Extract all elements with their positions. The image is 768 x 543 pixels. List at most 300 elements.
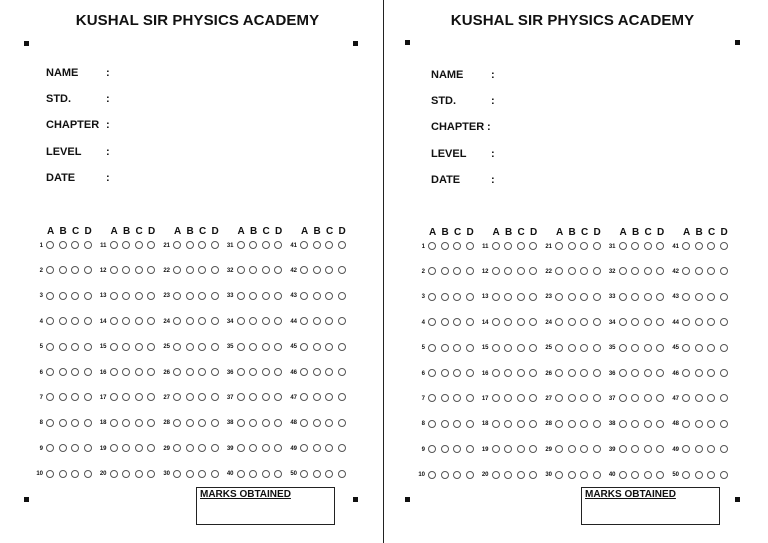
answer-bubble-q31-a[interactable]: [237, 241, 245, 249]
answer-bubble-q42-b[interactable]: [695, 267, 703, 275]
answer-bubble-q7-a[interactable]: [428, 394, 436, 402]
answer-bubble-q25-d[interactable]: [593, 344, 601, 352]
answer-bubble-q6-d[interactable]: [84, 368, 92, 376]
answer-bubble-q21-b[interactable]: [568, 242, 576, 250]
answer-bubble-q25-d[interactable]: [211, 343, 219, 351]
answer-bubble-q15-d[interactable]: [529, 344, 537, 352]
answer-bubble-q7-b[interactable]: [59, 393, 67, 401]
answer-bubble-q20-a[interactable]: [110, 470, 118, 478]
answer-bubble-q9-d[interactable]: [84, 444, 92, 452]
answer-bubble-q26-d[interactable]: [593, 369, 601, 377]
answer-bubble-q25-a[interactable]: [173, 343, 181, 351]
answer-bubble-q25-c[interactable]: [198, 343, 206, 351]
answer-bubble-q37-a[interactable]: [619, 394, 627, 402]
answer-bubble-q3-c[interactable]: [71, 292, 79, 300]
answer-bubble-q4-b[interactable]: [59, 317, 67, 325]
answer-bubble-q40-b[interactable]: [631, 471, 639, 479]
answer-bubble-q19-d[interactable]: [147, 444, 155, 452]
answer-bubble-q10-b[interactable]: [441, 471, 449, 479]
answer-bubble-q8-b[interactable]: [59, 419, 67, 427]
answer-bubble-q22-c[interactable]: [198, 266, 206, 274]
answer-bubble-q17-c[interactable]: [517, 394, 525, 402]
answer-bubble-q29-d[interactable]: [593, 445, 601, 453]
answer-bubble-q11-b[interactable]: [122, 241, 130, 249]
answer-bubble-q20-a[interactable]: [492, 471, 500, 479]
answer-bubble-q19-c[interactable]: [135, 444, 143, 452]
answer-bubble-q9-a[interactable]: [428, 445, 436, 453]
answer-bubble-q1-a[interactable]: [428, 242, 436, 250]
answer-bubble-q37-c[interactable]: [262, 393, 270, 401]
answer-bubble-q42-d[interactable]: [338, 266, 346, 274]
answer-bubble-q41-d[interactable]: [720, 242, 728, 250]
answer-bubble-q46-d[interactable]: [720, 369, 728, 377]
answer-bubble-q19-b[interactable]: [504, 445, 512, 453]
answer-bubble-q39-c[interactable]: [644, 445, 652, 453]
answer-bubble-q22-a[interactable]: [173, 266, 181, 274]
answer-bubble-q42-a[interactable]: [682, 267, 690, 275]
answer-bubble-q34-b[interactable]: [249, 317, 257, 325]
answer-bubble-q37-d[interactable]: [274, 393, 282, 401]
answer-bubble-q31-b[interactable]: [631, 242, 639, 250]
answer-bubble-q4-d[interactable]: [466, 318, 474, 326]
answer-bubble-q39-a[interactable]: [237, 444, 245, 452]
answer-bubble-q23-d[interactable]: [211, 292, 219, 300]
answer-bubble-q2-c[interactable]: [453, 267, 461, 275]
answer-bubble-q43-c[interactable]: [325, 292, 333, 300]
answer-bubble-q11-d[interactable]: [147, 241, 155, 249]
answer-bubble-q6-a[interactable]: [428, 369, 436, 377]
answer-bubble-q43-c[interactable]: [707, 293, 715, 301]
answer-bubble-q41-c[interactable]: [707, 242, 715, 250]
answer-bubble-q28-d[interactable]: [211, 419, 219, 427]
answer-bubble-q30-c[interactable]: [198, 470, 206, 478]
answer-bubble-q43-d[interactable]: [720, 293, 728, 301]
answer-bubble-q29-b[interactable]: [568, 445, 576, 453]
answer-bubble-q3-c[interactable]: [453, 293, 461, 301]
answer-bubble-q40-a[interactable]: [237, 470, 245, 478]
answer-bubble-q33-a[interactable]: [619, 293, 627, 301]
answer-bubble-q34-b[interactable]: [631, 318, 639, 326]
answer-bubble-q33-b[interactable]: [249, 292, 257, 300]
answer-bubble-q45-b[interactable]: [313, 343, 321, 351]
answer-bubble-q11-c[interactable]: [135, 241, 143, 249]
answer-bubble-q49-d[interactable]: [720, 445, 728, 453]
answer-bubble-q46-c[interactable]: [707, 369, 715, 377]
answer-bubble-q49-a[interactable]: [300, 444, 308, 452]
answer-bubble-q42-d[interactable]: [720, 267, 728, 275]
answer-bubble-q47-a[interactable]: [682, 394, 690, 402]
answer-bubble-q48-d[interactable]: [338, 419, 346, 427]
answer-bubble-q12-c[interactable]: [517, 267, 525, 275]
answer-bubble-q24-a[interactable]: [173, 317, 181, 325]
answer-bubble-q1-c[interactable]: [71, 241, 79, 249]
answer-bubble-q2-d[interactable]: [84, 266, 92, 274]
answer-bubble-q41-a[interactable]: [682, 242, 690, 250]
answer-bubble-q29-a[interactable]: [555, 445, 563, 453]
answer-bubble-q44-a[interactable]: [300, 317, 308, 325]
answer-bubble-q8-c[interactable]: [71, 419, 79, 427]
answer-bubble-q38-d[interactable]: [274, 419, 282, 427]
answer-bubble-q23-d[interactable]: [593, 293, 601, 301]
answer-bubble-q4-a[interactable]: [428, 318, 436, 326]
answer-bubble-q44-d[interactable]: [338, 317, 346, 325]
answer-bubble-q15-b[interactable]: [504, 344, 512, 352]
answer-bubble-q23-b[interactable]: [186, 292, 194, 300]
answer-bubble-q14-b[interactable]: [122, 317, 130, 325]
answer-bubble-q39-d[interactable]: [656, 445, 664, 453]
answer-bubble-q3-d[interactable]: [84, 292, 92, 300]
answer-bubble-q5-a[interactable]: [46, 343, 54, 351]
answer-bubble-q24-c[interactable]: [580, 318, 588, 326]
answer-bubble-q43-b[interactable]: [313, 292, 321, 300]
answer-bubble-q49-b[interactable]: [313, 444, 321, 452]
answer-bubble-q1-d[interactable]: [466, 242, 474, 250]
answer-bubble-q39-b[interactable]: [631, 445, 639, 453]
answer-bubble-q27-a[interactable]: [555, 394, 563, 402]
answer-bubble-q12-b[interactable]: [504, 267, 512, 275]
answer-bubble-q9-b[interactable]: [441, 445, 449, 453]
answer-bubble-q20-b[interactable]: [122, 470, 130, 478]
answer-bubble-q19-c[interactable]: [517, 445, 525, 453]
answer-bubble-q2-c[interactable]: [71, 266, 79, 274]
answer-bubble-q12-d[interactable]: [529, 267, 537, 275]
answer-bubble-q8-d[interactable]: [466, 420, 474, 428]
answer-bubble-q33-d[interactable]: [274, 292, 282, 300]
answer-bubble-q39-a[interactable]: [619, 445, 627, 453]
answer-bubble-q31-d[interactable]: [656, 242, 664, 250]
answer-bubble-q7-d[interactable]: [84, 393, 92, 401]
answer-bubble-q32-b[interactable]: [631, 267, 639, 275]
answer-bubble-q12-c[interactable]: [135, 266, 143, 274]
answer-bubble-q5-d[interactable]: [84, 343, 92, 351]
answer-bubble-q8-c[interactable]: [453, 420, 461, 428]
answer-bubble-q45-b[interactable]: [695, 344, 703, 352]
answer-bubble-q14-c[interactable]: [135, 317, 143, 325]
answer-bubble-q25-b[interactable]: [186, 343, 194, 351]
answer-bubble-q41-b[interactable]: [695, 242, 703, 250]
answer-bubble-q32-b[interactable]: [249, 266, 257, 274]
answer-bubble-q27-c[interactable]: [198, 393, 206, 401]
answer-bubble-q2-b[interactable]: [59, 266, 67, 274]
answer-bubble-q40-b[interactable]: [249, 470, 257, 478]
answer-bubble-q7-c[interactable]: [453, 394, 461, 402]
answer-bubble-q13-b[interactable]: [504, 293, 512, 301]
answer-bubble-q26-a[interactable]: [173, 368, 181, 376]
answer-bubble-q50-d[interactable]: [338, 470, 346, 478]
answer-bubble-q22-b[interactable]: [186, 266, 194, 274]
answer-bubble-q43-a[interactable]: [300, 292, 308, 300]
answer-bubble-q29-b[interactable]: [186, 444, 194, 452]
answer-bubble-q22-d[interactable]: [211, 266, 219, 274]
answer-bubble-q18-c[interactable]: [135, 419, 143, 427]
answer-bubble-q21-a[interactable]: [555, 242, 563, 250]
answer-bubble-q33-a[interactable]: [237, 292, 245, 300]
answer-bubble-q9-d[interactable]: [466, 445, 474, 453]
answer-bubble-q10-c[interactable]: [453, 471, 461, 479]
answer-bubble-q34-a[interactable]: [237, 317, 245, 325]
answer-bubble-q1-d[interactable]: [84, 241, 92, 249]
answer-bubble-q32-a[interactable]: [619, 267, 627, 275]
answer-bubble-q7-b[interactable]: [441, 394, 449, 402]
answer-bubble-q49-c[interactable]: [325, 444, 333, 452]
answer-bubble-q36-c[interactable]: [262, 368, 270, 376]
answer-bubble-q26-a[interactable]: [555, 369, 563, 377]
answer-bubble-q38-b[interactable]: [631, 420, 639, 428]
answer-bubble-q14-d[interactable]: [529, 318, 537, 326]
answer-bubble-q37-b[interactable]: [249, 393, 257, 401]
answer-bubble-q5-b[interactable]: [59, 343, 67, 351]
answer-bubble-q45-c[interactable]: [325, 343, 333, 351]
answer-bubble-q7-c[interactable]: [71, 393, 79, 401]
answer-bubble-q17-b[interactable]: [504, 394, 512, 402]
answer-bubble-q15-a[interactable]: [492, 344, 500, 352]
answer-bubble-q28-b[interactable]: [568, 420, 576, 428]
answer-bubble-q16-a[interactable]: [492, 369, 500, 377]
answer-bubble-q16-a[interactable]: [110, 368, 118, 376]
answer-bubble-q49-c[interactable]: [707, 445, 715, 453]
answer-bubble-q27-b[interactable]: [186, 393, 194, 401]
answer-bubble-q3-a[interactable]: [46, 292, 54, 300]
answer-bubble-q11-a[interactable]: [492, 242, 500, 250]
answer-bubble-q47-d[interactable]: [720, 394, 728, 402]
answer-bubble-q10-a[interactable]: [46, 470, 54, 478]
answer-bubble-q43-d[interactable]: [338, 292, 346, 300]
answer-bubble-q44-b[interactable]: [695, 318, 703, 326]
answer-bubble-q43-b[interactable]: [695, 293, 703, 301]
answer-bubble-q45-c[interactable]: [707, 344, 715, 352]
answer-bubble-q12-b[interactable]: [122, 266, 130, 274]
answer-bubble-q7-a[interactable]: [46, 393, 54, 401]
answer-bubble-q1-a[interactable]: [46, 241, 54, 249]
answer-bubble-q24-b[interactable]: [186, 317, 194, 325]
answer-bubble-q10-b[interactable]: [59, 470, 67, 478]
answer-bubble-q24-d[interactable]: [593, 318, 601, 326]
answer-bubble-q35-b[interactable]: [249, 343, 257, 351]
answer-bubble-q22-a[interactable]: [555, 267, 563, 275]
answer-bubble-q11-d[interactable]: [529, 242, 537, 250]
answer-bubble-q48-c[interactable]: [707, 420, 715, 428]
answer-bubble-q32-a[interactable]: [237, 266, 245, 274]
answer-bubble-q28-a[interactable]: [173, 419, 181, 427]
answer-bubble-q29-d[interactable]: [211, 444, 219, 452]
answer-bubble-q1-b[interactable]: [441, 242, 449, 250]
answer-bubble-q26-c[interactable]: [580, 369, 588, 377]
answer-bubble-q45-a[interactable]: [682, 344, 690, 352]
answer-bubble-q32-c[interactable]: [644, 267, 652, 275]
answer-bubble-q39-d[interactable]: [274, 444, 282, 452]
answer-bubble-q2-d[interactable]: [466, 267, 474, 275]
answer-bubble-q14-a[interactable]: [110, 317, 118, 325]
answer-bubble-q40-c[interactable]: [262, 470, 270, 478]
answer-bubble-q47-c[interactable]: [325, 393, 333, 401]
answer-bubble-q21-c[interactable]: [580, 242, 588, 250]
answer-bubble-q28-d[interactable]: [593, 420, 601, 428]
answer-bubble-q20-c[interactable]: [135, 470, 143, 478]
answer-bubble-q27-d[interactable]: [593, 394, 601, 402]
answer-bubble-q10-a[interactable]: [428, 471, 436, 479]
answer-bubble-q2-b[interactable]: [441, 267, 449, 275]
answer-bubble-q6-b[interactable]: [441, 369, 449, 377]
answer-bubble-q21-d[interactable]: [593, 242, 601, 250]
answer-bubble-q20-d[interactable]: [529, 471, 537, 479]
answer-bubble-q21-a[interactable]: [173, 241, 181, 249]
answer-bubble-q18-a[interactable]: [492, 420, 500, 428]
answer-bubble-q19-d[interactable]: [529, 445, 537, 453]
answer-bubble-q31-b[interactable]: [249, 241, 257, 249]
answer-bubble-q37-c[interactable]: [644, 394, 652, 402]
answer-bubble-q16-d[interactable]: [147, 368, 155, 376]
answer-bubble-q6-c[interactable]: [71, 368, 79, 376]
answer-bubble-q49-a[interactable]: [682, 445, 690, 453]
answer-bubble-q33-b[interactable]: [631, 293, 639, 301]
answer-bubble-q22-c[interactable]: [580, 267, 588, 275]
answer-bubble-q13-d[interactable]: [529, 293, 537, 301]
answer-bubble-q47-a[interactable]: [300, 393, 308, 401]
answer-bubble-q22-b[interactable]: [568, 267, 576, 275]
answer-bubble-q20-c[interactable]: [517, 471, 525, 479]
answer-bubble-q42-c[interactable]: [325, 266, 333, 274]
answer-bubble-q46-b[interactable]: [695, 369, 703, 377]
answer-bubble-q15-a[interactable]: [110, 343, 118, 351]
answer-bubble-q46-a[interactable]: [682, 369, 690, 377]
answer-bubble-q36-a[interactable]: [237, 368, 245, 376]
answer-bubble-q17-a[interactable]: [110, 393, 118, 401]
answer-bubble-q14-a[interactable]: [492, 318, 500, 326]
answer-bubble-q30-d[interactable]: [211, 470, 219, 478]
answer-bubble-q9-c[interactable]: [71, 444, 79, 452]
answer-bubble-q25-b[interactable]: [568, 344, 576, 352]
answer-bubble-q8-a[interactable]: [428, 420, 436, 428]
answer-bubble-q26-b[interactable]: [186, 368, 194, 376]
answer-bubble-q27-b[interactable]: [568, 394, 576, 402]
answer-bubble-q8-a[interactable]: [46, 419, 54, 427]
answer-bubble-q8-b[interactable]: [441, 420, 449, 428]
answer-bubble-q33-d[interactable]: [656, 293, 664, 301]
answer-bubble-q24-c[interactable]: [198, 317, 206, 325]
answer-bubble-q29-c[interactable]: [198, 444, 206, 452]
answer-bubble-q20-b[interactable]: [504, 471, 512, 479]
answer-bubble-q5-a[interactable]: [428, 344, 436, 352]
answer-bubble-q18-d[interactable]: [147, 419, 155, 427]
answer-bubble-q40-d[interactable]: [656, 471, 664, 479]
answer-bubble-q41-a[interactable]: [300, 241, 308, 249]
answer-bubble-q40-d[interactable]: [274, 470, 282, 478]
answer-bubble-q18-d[interactable]: [529, 420, 537, 428]
answer-bubble-q21-c[interactable]: [198, 241, 206, 249]
answer-bubble-q49-b[interactable]: [695, 445, 703, 453]
answer-bubble-q45-d[interactable]: [338, 343, 346, 351]
answer-bubble-q48-b[interactable]: [695, 420, 703, 428]
answer-bubble-q35-c[interactable]: [262, 343, 270, 351]
answer-bubble-q12-a[interactable]: [492, 267, 500, 275]
answer-bubble-q48-c[interactable]: [325, 419, 333, 427]
answer-bubble-q34-d[interactable]: [656, 318, 664, 326]
answer-bubble-q33-c[interactable]: [262, 292, 270, 300]
answer-bubble-q18-a[interactable]: [110, 419, 118, 427]
answer-bubble-q48-a[interactable]: [300, 419, 308, 427]
answer-bubble-q48-a[interactable]: [682, 420, 690, 428]
answer-bubble-q30-d[interactable]: [593, 471, 601, 479]
answer-bubble-q44-c[interactable]: [707, 318, 715, 326]
answer-bubble-q40-c[interactable]: [644, 471, 652, 479]
answer-bubble-q26-d[interactable]: [211, 368, 219, 376]
answer-bubble-q16-c[interactable]: [517, 369, 525, 377]
answer-bubble-q50-c[interactable]: [707, 471, 715, 479]
answer-bubble-q24-a[interactable]: [555, 318, 563, 326]
answer-bubble-q42-b[interactable]: [313, 266, 321, 274]
answer-bubble-q2-a[interactable]: [428, 267, 436, 275]
answer-bubble-q37-d[interactable]: [656, 394, 664, 402]
answer-bubble-q30-c[interactable]: [580, 471, 588, 479]
answer-bubble-q9-b[interactable]: [59, 444, 67, 452]
answer-bubble-q5-b[interactable]: [441, 344, 449, 352]
answer-bubble-q36-b[interactable]: [631, 369, 639, 377]
answer-bubble-q35-a[interactable]: [619, 344, 627, 352]
answer-bubble-q13-a[interactable]: [492, 293, 500, 301]
answer-bubble-q44-c[interactable]: [325, 317, 333, 325]
answer-bubble-q4-c[interactable]: [71, 317, 79, 325]
answer-bubble-q47-c[interactable]: [707, 394, 715, 402]
answer-bubble-q17-d[interactable]: [529, 394, 537, 402]
answer-bubble-q26-b[interactable]: [568, 369, 576, 377]
answer-bubble-q20-d[interactable]: [147, 470, 155, 478]
answer-bubble-q6-a[interactable]: [46, 368, 54, 376]
answer-bubble-q23-a[interactable]: [555, 293, 563, 301]
answer-bubble-q50-a[interactable]: [682, 471, 690, 479]
answer-bubble-q36-b[interactable]: [249, 368, 257, 376]
answer-bubble-q1-c[interactable]: [453, 242, 461, 250]
answer-bubble-q33-c[interactable]: [644, 293, 652, 301]
answer-bubble-q46-c[interactable]: [325, 368, 333, 376]
answer-bubble-q6-c[interactable]: [453, 369, 461, 377]
answer-bubble-q50-a[interactable]: [300, 470, 308, 478]
answer-bubble-q29-a[interactable]: [173, 444, 181, 452]
answer-bubble-q31-d[interactable]: [274, 241, 282, 249]
answer-bubble-q19-a[interactable]: [110, 444, 118, 452]
answer-bubble-q48-b[interactable]: [313, 419, 321, 427]
answer-bubble-q16-b[interactable]: [504, 369, 512, 377]
answer-bubble-q14-c[interactable]: [517, 318, 525, 326]
answer-bubble-q5-c[interactable]: [71, 343, 79, 351]
answer-bubble-q41-b[interactable]: [313, 241, 321, 249]
answer-bubble-q25-c[interactable]: [580, 344, 588, 352]
answer-bubble-q45-a[interactable]: [300, 343, 308, 351]
answer-bubble-q32-d[interactable]: [656, 267, 664, 275]
answer-bubble-q23-c[interactable]: [198, 292, 206, 300]
answer-bubble-q18-b[interactable]: [504, 420, 512, 428]
answer-bubble-q36-d[interactable]: [656, 369, 664, 377]
answer-bubble-q1-b[interactable]: [59, 241, 67, 249]
answer-bubble-q47-d[interactable]: [338, 393, 346, 401]
answer-bubble-q16-c[interactable]: [135, 368, 143, 376]
answer-bubble-q4-c[interactable]: [453, 318, 461, 326]
answer-bubble-q28-a[interactable]: [555, 420, 563, 428]
answer-bubble-q35-c[interactable]: [644, 344, 652, 352]
answer-bubble-q3-a[interactable]: [428, 293, 436, 301]
answer-bubble-q38-b[interactable]: [249, 419, 257, 427]
answer-bubble-q12-a[interactable]: [110, 266, 118, 274]
answer-bubble-q43-a[interactable]: [682, 293, 690, 301]
answer-bubble-q11-b[interactable]: [504, 242, 512, 250]
answer-bubble-q39-c[interactable]: [262, 444, 270, 452]
answer-bubble-q19-a[interactable]: [492, 445, 500, 453]
answer-bubble-q21-b[interactable]: [186, 241, 194, 249]
answer-bubble-q15-c[interactable]: [517, 344, 525, 352]
answer-bubble-q11-c[interactable]: [517, 242, 525, 250]
answer-bubble-q3-b[interactable]: [441, 293, 449, 301]
answer-bubble-q34-c[interactable]: [644, 318, 652, 326]
answer-bubble-q30-b[interactable]: [186, 470, 194, 478]
